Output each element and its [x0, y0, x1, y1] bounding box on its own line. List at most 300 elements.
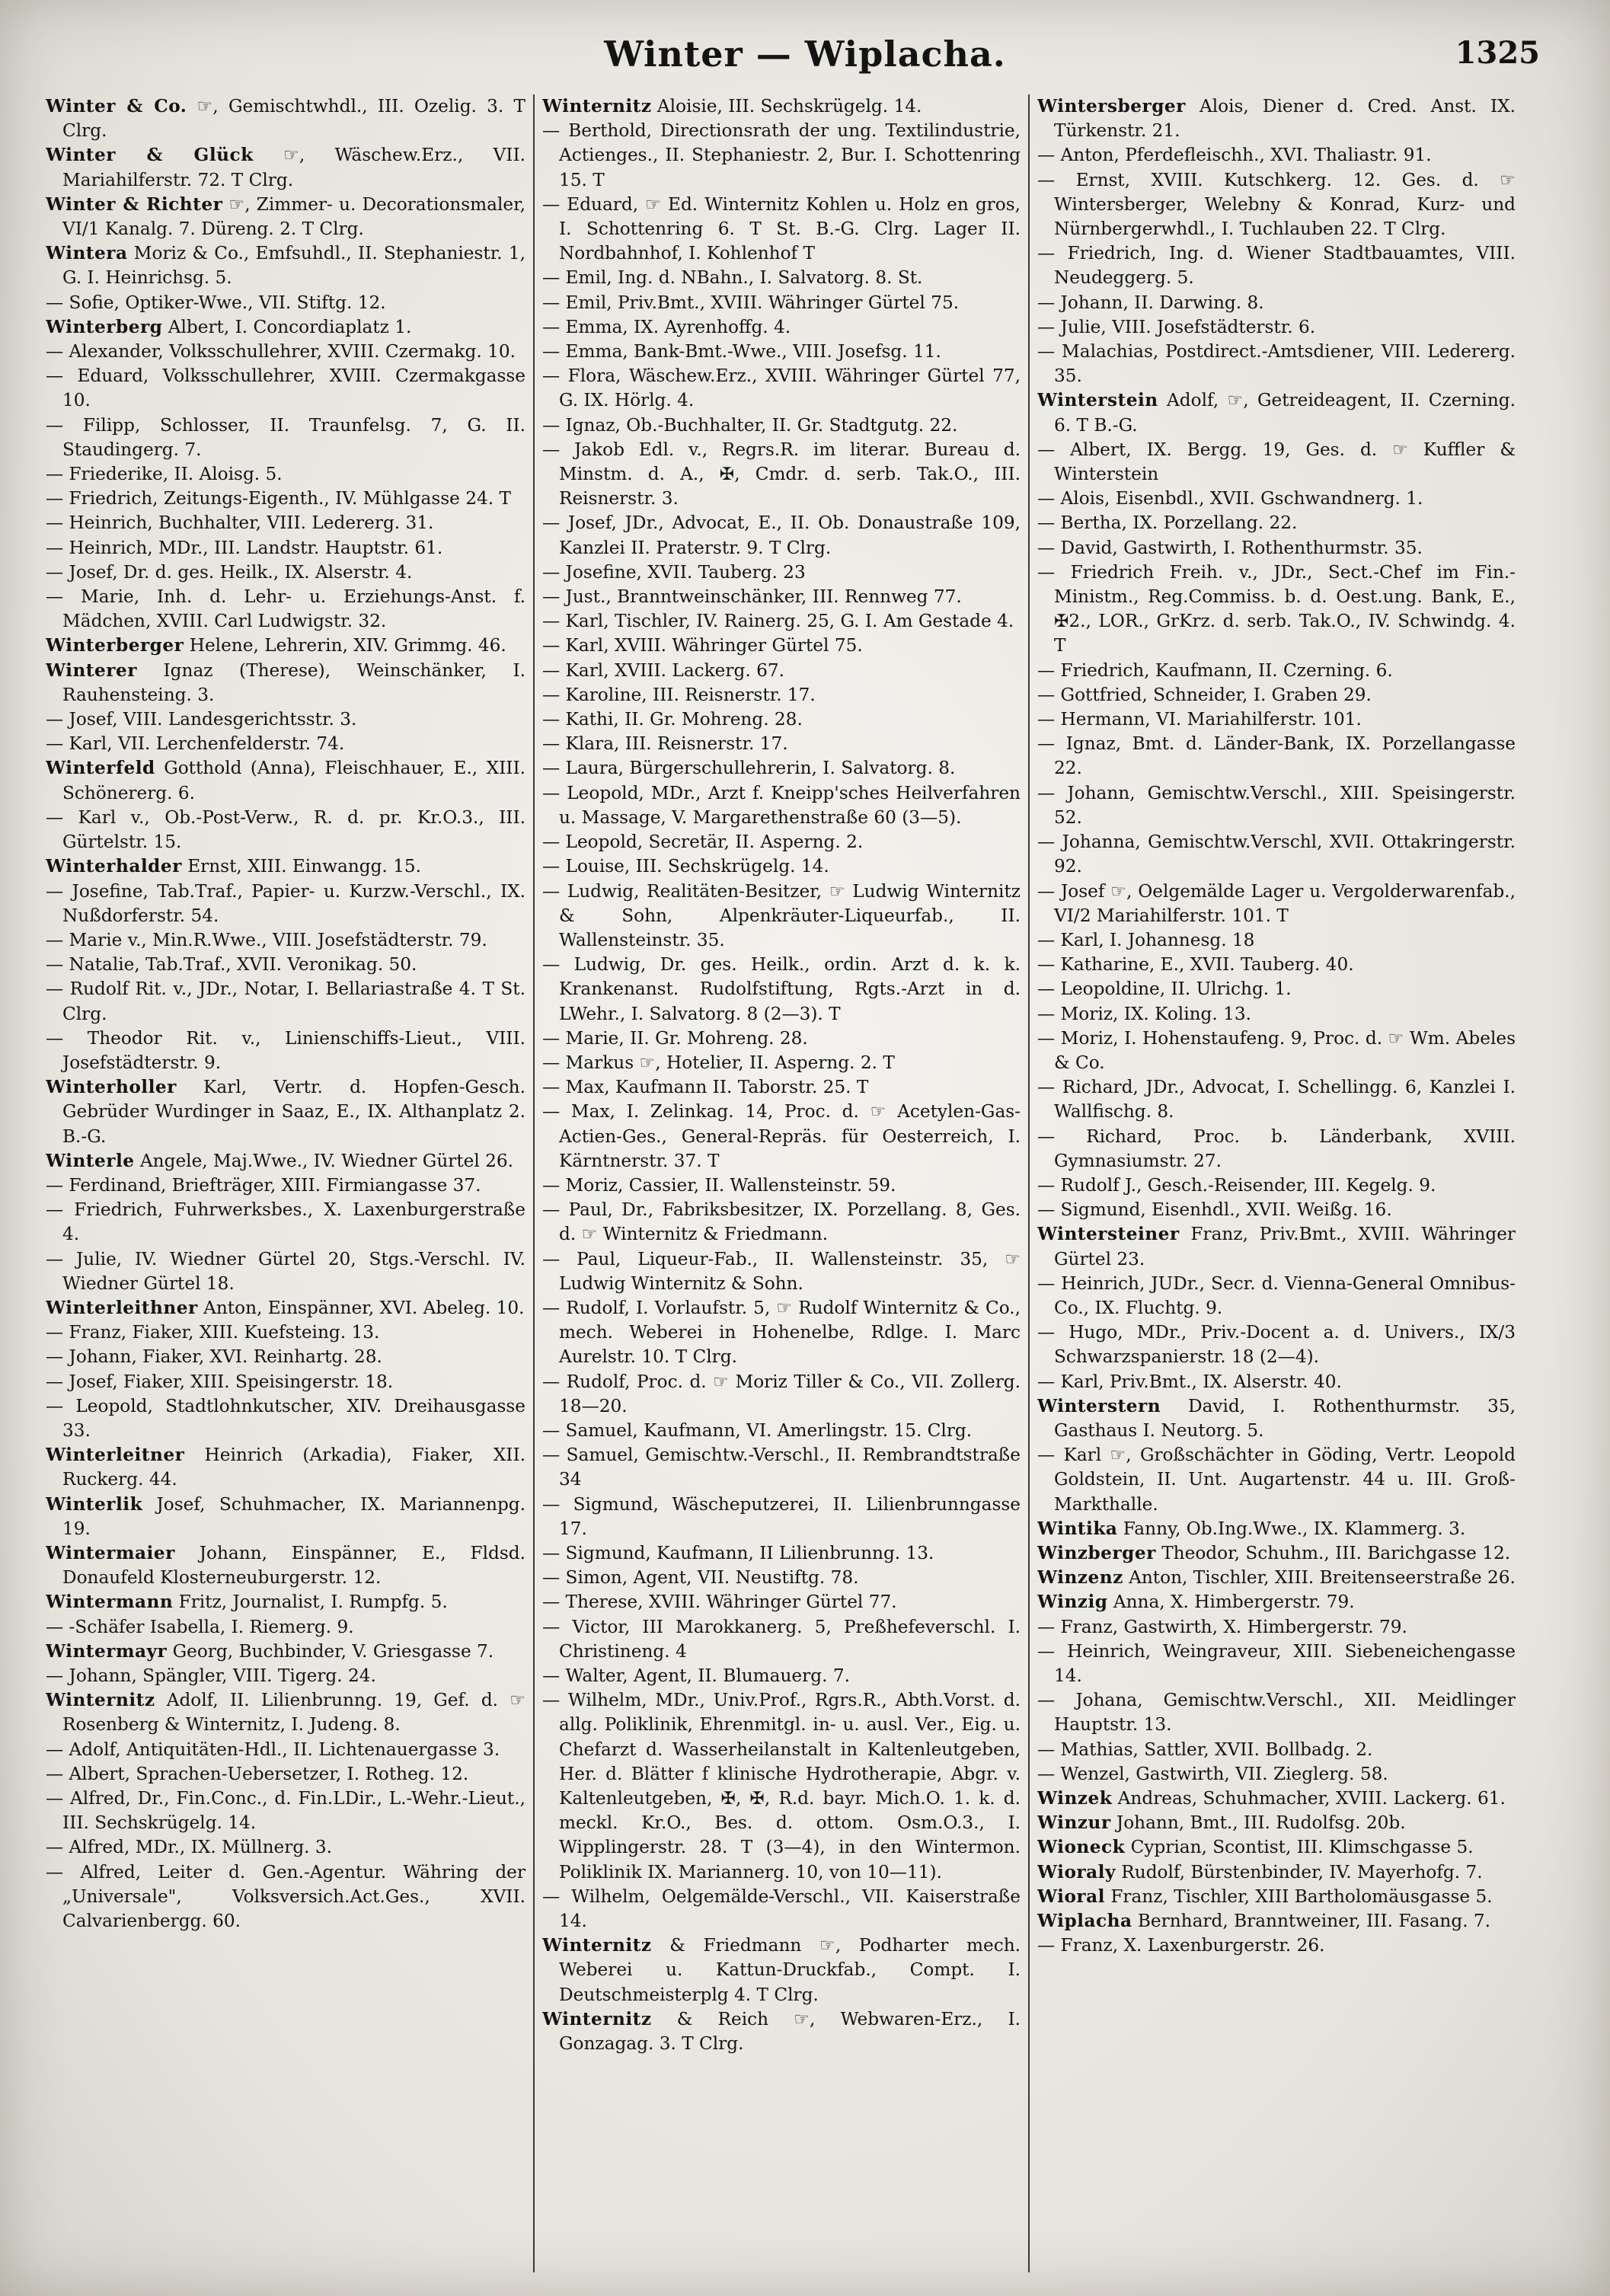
entry-details: Moriz & Co., Emfsuhdl., II. Stephaniestr. 1, G. I. Heinrichsg. 5.	[62, 243, 525, 289]
entry-details: — Moriz, Cassier, II. Wallensteinstr. 59.	[542, 1174, 896, 1196]
entry-details: Franz, Priv.Bmt., XVIII. Währinger Gürtel 23.	[1054, 1224, 1516, 1269]
entry-details: — Johann, Gemischtw.Verschl., XIII. Speisingerstr. 52.	[1037, 782, 1516, 828]
entry-details: — -Schäfer Isabella, I. Riemerg. 9.	[46, 1616, 354, 1637]
entry-details: — Karl, Priv.Bmt., IX. Alserstr. 40.	[1037, 1371, 1342, 1392]
directory-entry	[46, 364, 525, 413]
entry-details: — Flora, Wäschew.Erz., XVIII. Währinger Gürtel 77, G. IX. Hörlg. 4.	[542, 366, 1021, 411]
entry-details: — Emma, IX. Ayrenhoffg. 4.	[542, 316, 791, 337]
directory-entry	[46, 953, 525, 977]
entry-details: — Hugo, MDr., Priv.-Docent a. d. Univers., IX/3 Schwarzspanierstr. 18 (2—4).	[1037, 1322, 1516, 1368]
entry-details: Adolf, ☞, Getreideagent, II. Czerning. 6. T B.-G.	[1054, 390, 1516, 436]
entry-details: — Alexander, Volksschullehrer, XVIII. Czermakg. 10.	[46, 341, 516, 362]
entry-details: — Heinrich, MDr., III. Landstr. Hauptstr. 61.	[46, 537, 443, 558]
directory-entry	[46, 487, 525, 511]
entry-details: — Johana, Gemischtw.Verschl., XII. Meidlinger Hauptstr. 13.	[1037, 1690, 1516, 1736]
directory-entry	[1037, 94, 1516, 143]
entry-details: — Bertha, IX. Porzellang. 22.	[1037, 513, 1298, 534]
directory-entry	[46, 880, 525, 928]
entry-details: — Josefine, Tab.Traf., Papier- u. Kurzw.-Verschl., IX. Nußdorferstr. 54.	[46, 880, 525, 926]
entry-surname: Winter & Richter	[46, 193, 223, 215]
entry-details: — Richard, Proc. b. Länderbank, XVIII. Gymnasiumstr. 27.	[1037, 1126, 1516, 1171]
column-divider	[1028, 94, 1030, 2272]
directory-entry	[46, 1247, 525, 1296]
entry-details: ☞, Gemischtwhdl., III. Ozelig. 3. T Clrg.	[62, 96, 525, 142]
entry-surname: Wioral	[1037, 1886, 1105, 1907]
entry-details: — Ludwig, Dr. ges. Heilk., ordin. Arzt d. k. k. Krankenanst. Rudolfstiftung, Rgts.-Arzt in d. LWehr., I. Salvatorg. 8 (2—3). T	[542, 954, 1021, 1024]
entry-surname: Wintersberger	[1037, 96, 1186, 117]
directory-entry	[1037, 1640, 1516, 1688]
directory-entry	[542, 880, 1021, 953]
directory-entry	[46, 1615, 525, 1640]
directory-entry	[1037, 1762, 1516, 1787]
running-title: Winter — Wiplacha.	[604, 34, 1006, 75]
entry-details: — Josefine, XVII. Tauberg. 23	[542, 561, 806, 583]
entry-details: — Friedrich Freih. v., JDr., Sect.-Chef im Fin.-Ministm., Reg.Commiss. b. d. Oest.ung. Bank, E., ✠2., LOR., GrKrz. d. serb. Tak.O., IV. Schwindg. 4. T	[1037, 561, 1516, 656]
directory-entry	[46, 928, 525, 953]
entry-details: — Ferdinand, Briefträger, XIII. Firmiangasse 37.	[46, 1174, 481, 1196]
directory-entry	[46, 315, 525, 340]
entry-details: Josef, Schuhmacher, IX. Mariannenpg. 19.	[62, 1493, 525, 1539]
entry-details: — Wilhelm, MDr., Univ.Prof., Rgrs.R., Abth.Vorst. d. allg. Poliklinik, Ehrenmitgl. in- u. ausl. Ver., Eig. u. Chefarzt d. Wasserheilanstalt in Kaltenleutgeben, Her. d. Blätter f klinische Hydrotherapie, Abgr. v. Kaltenleutgeben, ✠, ✠, R.d. bayr. Mich.O. 1. k. d. meckl. Kr.O., Bes. d. ottom. Osm.O.3., I. Wipplingerstr. 28. T (3—4), in den Wintermon. Poliklinik IX. Mariannerg. 10, von 10—11).	[542, 1690, 1021, 1882]
entry-details: Anna, X. Himbergerstr. 79.	[1107, 1592, 1355, 1613]
directory-entry	[1037, 511, 1516, 535]
entry-details: — Rudolf, I. Vorlaufstr. 5, ☞ Rudolf Winternitz & Co., mech. Weberei in Hohenelbe, Rdlge. I. Marc Aurelstr. 10. T Clrg.	[542, 1297, 1021, 1368]
directory-entry	[46, 1027, 525, 1075]
directory-entry	[542, 1100, 1021, 1174]
entry-details: — Friederike, II. Aloisg. 5.	[46, 464, 283, 485]
directory-entry	[46, 462, 525, 487]
page-header	[0, 34, 1610, 84]
directory-entry	[46, 1075, 525, 1149]
directory-entry	[1037, 315, 1516, 340]
entry-details: — Albert, IX. Bergg. 19, Ges. d. ☞ Kuffler & Winterstein	[1037, 439, 1516, 485]
entry-details: — Walter, Agent, II. Blumauerg. 7.	[542, 1665, 850, 1686]
directory-column-3	[1037, 94, 1516, 2272]
entry-details: — Malachias, Postdirect.-Amtsdiener, VIII. Ledererg. 35.	[1037, 341, 1516, 387]
entry-details: ☞, Zimmer- u. Decorationsmaler, VI/1 Kanalg. 7. Düreng. 2. T Clrg.	[62, 193, 525, 240]
entry-surname: Winternitz	[46, 1690, 155, 1711]
directory-entry	[542, 1590, 1021, 1614]
directory-entry	[542, 1566, 1021, 1590]
entry-details: Helene, Lehrerin, XIV. Grimmg. 46.	[184, 635, 506, 656]
directory-entry	[542, 1296, 1021, 1370]
entry-details: — Gottfried, Schneider, I. Graben 29.	[1037, 684, 1372, 705]
entry-details: — Sigmund, Wäscheputzerei, II. Lilienbrunngasse 17.	[542, 1493, 1021, 1539]
directory-entry	[1037, 487, 1516, 511]
directory-entry	[46, 1640, 525, 1664]
directory-entry	[542, 1370, 1021, 1419]
directory-entry	[542, 1247, 1021, 1296]
directory-entry	[1037, 560, 1516, 659]
entry-details: — Hermann, VI. Mariahilferstr. 101.	[1037, 709, 1362, 730]
entry-details: Albert, I. Concordiaplatz 1.	[162, 316, 412, 337]
directory-entry	[1037, 1615, 1516, 1640]
entry-details: Karl, Vertr. d. Hopfen-Gesch. Gebrüder Wurdinger in Saaz, E., IX. Althanplatz 2. B.-G.	[62, 1077, 525, 1147]
entry-details: ☞, Wäschew.Erz., VII. Mariahilferstr. 72. T Clrg.	[62, 145, 525, 190]
entry-details: — Johann, Spängler, VIII. Tigerg. 24.	[46, 1665, 376, 1686]
entry-details: — Wilhelm, Oelgemälde-Verschl., VII. Kaiserstraße 14.	[542, 1886, 1021, 1932]
directory-entry	[542, 830, 1021, 854]
entry-details: — Karl, VII. Lerchenfelderstr. 74.	[46, 733, 345, 755]
directory-entry	[1037, 1002, 1516, 1027]
entry-details: Adolf, II. Lilienbrunng. 19, Gef. d. ☞ Rosenberg & Winternitz, I. Judeng. 8.	[62, 1690, 525, 1736]
entry-surname: Winzur	[1037, 1812, 1111, 1834]
entry-details: — Heinrich, Buchhalter, VIII. Ledererg. 31.	[46, 513, 434, 534]
entry-details: Andreas, Schuhmacher, XVIII. Lackerg. 61.	[1112, 1788, 1506, 1809]
entry-details: — Moriz, I. Hohenstaufeng. 9, Proc. d. ☞ Wm. Abeles & Co.	[1037, 1027, 1516, 1073]
entry-surname: Wintermann	[46, 1592, 174, 1613]
directory-entry	[542, 193, 1021, 267]
directory-entry	[542, 1075, 1021, 1100]
page-number: 1325	[1455, 35, 1540, 71]
directory-entry	[46, 1394, 525, 1443]
directory-entry	[1037, 340, 1516, 388]
entry-details: — Heinrich, Weingraveur, XIII. Siebeneichengasse 14.	[1037, 1640, 1516, 1686]
directory-entry	[1037, 1394, 1516, 1443]
entry-details: Ignaz (Therese), Weinschänker, I. Rauhensteing. 3.	[62, 659, 525, 705]
entry-details: — Paul, Dr., Fabriksbesitzer, IX. Porzellang. 8, Ges. d. ☞ Winternitz & Friedmann.	[542, 1199, 1021, 1245]
entry-details: — Josef, JDr., Advocat, E., II. Ob. Donaustraße 109, Kanzlei II. Praterstr. 9. T Clrg.	[542, 513, 1021, 558]
directory-entry	[1037, 1125, 1516, 1174]
entry-details: & Reich ☞, Webwaren-Erz., I. Gonzagag. 3. T Clrg.	[559, 2008, 1021, 2055]
directory-entry	[1037, 1027, 1516, 1075]
entry-details: — Rudolf, Proc. d. ☞ Moriz Tiller & Co., VII. Zollerg. 18—20.	[542, 1371, 1021, 1416]
entry-details: — Emil, Ing. d. NBahn., I. Salvatorg. 8. St.	[542, 267, 923, 289]
directory-entry	[1037, 1885, 1516, 1909]
entry-details: — Theodor Rit. v., Linienschiffs-Lieut., VIII. Josefstädterstr. 9.	[46, 1027, 525, 1073]
directory-entry	[542, 94, 1021, 119]
entry-details: — Sigmund, Kaufmann, II Lilienbrunng. 13.	[542, 1542, 934, 1563]
entry-details: Rudolf, Bürstenbinder, IV. Mayerhofg. 7.	[1115, 1861, 1483, 1882]
directory-entry	[542, 1174, 1021, 1198]
entry-details: — Karoline, III. Reisnerstr. 17.	[542, 684, 816, 705]
entry-details: — Josef ☞, Oelgemälde Lager u. Vergolderwarenfab., VI/2 Mariahilferstr. 101. T	[1037, 880, 1516, 926]
directory-entry	[542, 560, 1021, 585]
entry-details: — Klara, III. Reisnerstr. 17.	[542, 733, 788, 755]
directory-entry	[1037, 928, 1516, 953]
entry-details: — Markus ☞, Hotelier, II. Asperng. 2. T	[542, 1052, 895, 1073]
directory-entry	[542, 511, 1021, 560]
directory-entry	[542, 1934, 1021, 2007]
entry-surname: Winternitz	[542, 96, 652, 117]
entry-surname: Winterstein	[1037, 390, 1158, 411]
entry-details: Georg, Buchbinder, V. Griesgasse 7.	[167, 1640, 494, 1662]
directory-entry	[542, 1419, 1021, 1443]
directory-entry	[46, 1590, 525, 1614]
entry-details: — Adolf, Antiquitäten-Hdl., II. Lichtenauergasse 3.	[46, 1739, 500, 1760]
entry-details: — Max, I. Zelinkag. 14, Proc. d. ☞ Acetylen-Gas-Actien-Ges., General-Repräs. für Oesterreich, I. Kärntnerstr. 37. T	[542, 1101, 1021, 1171]
directory-entry	[542, 1443, 1021, 1492]
entry-details: — Franz, X. Laxenburgerstr. 26.	[1037, 1935, 1325, 1956]
entry-details: — Friedrich, Ing. d. Wiener Stadtbauamtes, VIII. Neudeggerg. 5.	[1037, 243, 1516, 289]
entry-surname: Wiplacha	[1037, 1911, 1132, 1932]
entry-details: Theodor, Schuhm., III. Barichgasse 12.	[1155, 1542, 1511, 1563]
directory-entry	[1037, 977, 1516, 1001]
directory-entry	[46, 1443, 525, 1492]
directory-entry	[46, 193, 525, 241]
directory-entry	[542, 315, 1021, 340]
directory-entry	[542, 707, 1021, 732]
entry-surname: Wioraly	[1037, 1861, 1116, 1882]
entry-details: Franz, Tischler, XIII Bartholomäusgasse 5.	[1104, 1886, 1493, 1907]
directory-entry	[46, 511, 525, 535]
directory-entry	[1037, 1272, 1516, 1320]
directory-entry	[1037, 168, 1516, 242]
entry-details: — Leopold, Stadtlohnkutscher, XIV. Dreihausgasse 33.	[46, 1395, 525, 1441]
entry-details: — Ignaz, Ob.-Buchhalter, II. Gr. Stadtgutg. 22.	[542, 414, 958, 436]
directory-entry	[542, 1885, 1021, 1934]
entry-details: — Ludwig, Realitäten-Besitzer, ☞ Ludwig Winternitz & Sohn, Alpenkräuter-Liqueurfab., II. Wallensteinstr. 35.	[542, 880, 1021, 950]
directory-entry	[542, 634, 1021, 658]
entry-details: — Franz, Fiaker, XIII. Kuefsteing. 13.	[46, 1322, 380, 1343]
entry-details: — Max, Kaufmann II. Taborstr. 25. T	[542, 1077, 869, 1098]
directory-entry	[1037, 830, 1516, 879]
entry-details: — Laura, Bürgerschullehrerin, I. Salvatorg. 8.	[542, 758, 956, 779]
entry-details: Alois, Diener d. Cred. Anst. IX. Türkenstr. 21.	[1054, 96, 1516, 142]
directory-entry	[46, 1738, 525, 1762]
directory-entry	[46, 94, 525, 143]
entry-details: — Alfred, MDr., IX. Müllnerg. 3.	[46, 1837, 333, 1858]
entry-details: Ernst, XIII. Einwangg. 15.	[181, 856, 422, 877]
directory-entry	[542, 364, 1021, 413]
directory-entry	[46, 707, 525, 732]
directory-entry	[1037, 1222, 1516, 1271]
directory-entry	[542, 756, 1021, 781]
entry-details: — Josef, VIII. Landesgerichtsstr. 3.	[46, 709, 357, 730]
entry-details: Gotthold (Anna), Fleischhauer, E., XIII. Schönererg. 6.	[62, 758, 525, 803]
entry-surname: Wintersteiner	[1037, 1224, 1180, 1245]
directory-entry	[542, 1664, 1021, 1688]
directory-entry	[46, 1296, 525, 1320]
directory-entry	[542, 659, 1021, 683]
directory-entry	[46, 1688, 525, 1737]
entry-details: — Johann, Fiaker, XVI. Reinhartg. 28.	[46, 1346, 382, 1368]
entry-details: — Samuel, Kaufmann, VI. Amerlingstr. 15. Clrg.	[542, 1419, 973, 1441]
directory-entry	[46, 1320, 525, 1345]
entry-surname: Winterberger	[46, 635, 184, 656]
entry-details: — Johann, II. Darwing. 8.	[1037, 292, 1264, 313]
entry-surname: Winternitz	[542, 1935, 652, 1956]
entry-details: — Marie v., Min.R.Wwe., VIII. Josefstädterstr. 79.	[46, 929, 487, 950]
directory-entry	[46, 560, 525, 585]
entry-details: — Rudolf Rit. v., JDr., Notar, I. Bellariastraße 4. T St. Clrg.	[46, 979, 525, 1024]
entry-details: — Karl, I. Johannesg. 18	[1037, 929, 1255, 950]
directory-entry	[1037, 707, 1516, 732]
directory-entry	[46, 659, 525, 707]
entry-surname: Winterle	[46, 1150, 135, 1171]
directory-entry	[1037, 438, 1516, 487]
directory-entry	[1037, 1443, 1516, 1517]
column-divider	[533, 94, 535, 2272]
entry-details: — Alfred, Dr., Fin.Conc., d. Fin.LDir., L.-Wehr.-Lieut., III. Sechskrügelg. 14.	[46, 1788, 525, 1834]
directory-entry	[1037, 1370, 1516, 1394]
entry-details: — Victor, III Marokkanerg. 5, Preßhefeverschl. I. Christineng. 4	[542, 1616, 1021, 1662]
entry-details: — Sofie, Optiker-Wwe., VII. Stiftg. 12.	[46, 292, 386, 313]
directory-entry	[542, 732, 1021, 756]
entry-surname: Wintera	[46, 243, 128, 264]
directory-entry	[542, 1493, 1021, 1541]
directory-entry	[46, 977, 525, 1026]
directory-entry	[46, 291, 525, 315]
entry-details: — Anton, Pferdefleischh., XVI. Thaliastr. 91.	[1037, 145, 1432, 166]
entry-details: — Emil, Priv.Bmt., XVIII. Währinger Gürtel 75.	[542, 292, 960, 313]
entry-surname: Winterleitner	[46, 1445, 185, 1466]
entry-surname: Winterberg	[46, 316, 163, 337]
directory-entry	[46, 414, 525, 462]
entry-details: — Samuel, Gemischtw.-Verschl., II. Rembrandtstraße 34	[542, 1445, 1021, 1490]
directory-entry	[542, 1615, 1021, 1664]
directory-entry	[542, 414, 1021, 438]
directory-entry	[542, 1198, 1021, 1247]
entry-details: — Julie, IV. Wiedner Gürtel 20, Stgs.-Verschl. IV. Wiedner Gürtel 18.	[46, 1248, 525, 1294]
entry-details: — Marie, Inh. d. Lehr- u. Erziehungs-Anst. f. Mädchen, XVIII. Carl Ludwigstr. 32.	[46, 586, 525, 632]
entry-details: — Eduard, ☞ Ed. Winternitz Kohlen u. Holz en gros, I. Schottenring 6. T St. B.-G. Clrg. Lager II. Nordbahnhof, I. Kohlenhof T	[542, 193, 1021, 264]
directory-entry	[46, 1345, 525, 1369]
entry-details: Aloisie, III. Sechskrügelg. 14.	[651, 96, 922, 117]
entry-details: — Karl, XVIII. Währinger Gürtel 75.	[542, 635, 863, 656]
entry-details: — Louise, III. Sechskrügelg. 14.	[542, 856, 829, 877]
entry-details: — Just., Branntweinschänker, III. Rennweg 77.	[542, 586, 962, 608]
entry-details: — Friedrich, Fuhrwerksbes., X. Laxenburgerstraße 4.	[46, 1199, 525, 1245]
directory-entry	[1037, 1811, 1516, 1835]
directory-entry	[46, 1493, 525, 1541]
directory-entry	[1037, 1738, 1516, 1762]
entry-surname: Winternitz	[542, 2008, 652, 2029]
directory-entry	[46, 1198, 525, 1247]
directory-entry	[46, 1860, 525, 1934]
directory-entry	[46, 732, 525, 756]
directory-entry	[542, 1688, 1021, 1885]
directory-entry	[46, 634, 525, 658]
entry-details: — Richard, JDr., Advocat, I. Schellingg. 6, Kanzlei I. Wallfischg. 8.	[1037, 1077, 1516, 1122]
directory-entry	[1037, 1198, 1516, 1222]
entry-details: — Josef, Dr. d. ges. Heilk., IX. Alserstr. 4.	[46, 561, 413, 583]
directory-entry	[46, 143, 525, 192]
directory-entry	[542, 609, 1021, 634]
directory-entry	[542, 340, 1021, 364]
entry-surname: Winterstern	[1037, 1395, 1161, 1416]
directory-entry	[1037, 1320, 1516, 1369]
directory-entry	[542, 781, 1021, 830]
entry-details: — Sigmund, Eisenhdl., XVII. Weißg. 16.	[1037, 1199, 1392, 1221]
entry-surname: Winterhalder	[46, 856, 182, 877]
entry-details: — Emma, Bank-Bmt.-Wwe., VIII. Josefsg. 11.	[542, 341, 941, 362]
directory-entry	[46, 756, 525, 805]
entry-details: — Leopold, MDr., Arzt f. Kneipp'sches Heilverfahren u. Massage, V. Margarethenstraße 60 (3—5).	[542, 782, 1021, 828]
directory-entry	[46, 1370, 525, 1394]
entry-details: & Friedmann ☞, Podharter mech. Weberei u. Kattun-Druckfab., Compt. I. Deutschmeisterplg 4. T Clrg.	[559, 1935, 1021, 2005]
entry-details: Johann, Bmt., III. Rudolfsg. 20b.	[1110, 1812, 1406, 1834]
directory-entry	[542, 683, 1021, 707]
entry-details: — Johanna, Gemischtw.Verschl, XVII. Ottakringerstr. 92.	[1037, 832, 1516, 877]
directory-entry	[1037, 1835, 1516, 1860]
entry-details: Fritz, Journalist, I. Rumpfg. 5.	[173, 1592, 448, 1613]
entry-surname: Winzig	[1037, 1592, 1108, 1613]
directory-entry	[1037, 1075, 1516, 1124]
entry-details: — Alois, Eisenbdl., XVII. Gschwandnerg. 1.	[1037, 488, 1423, 509]
entry-details: — Kathi, II. Gr. Mohreng. 28.	[542, 709, 803, 730]
directory-entry	[46, 585, 525, 634]
directory-column-2	[542, 94, 1021, 2272]
directory-entry	[542, 1051, 1021, 1075]
directory-entry	[46, 806, 525, 854]
entry-surname: Winterfeld	[46, 758, 155, 779]
directory-entry	[46, 1835, 525, 1860]
directory-entry	[46, 1762, 525, 1787]
directory-entry	[542, 438, 1021, 512]
directory-entry	[542, 1541, 1021, 1566]
entry-surname: Wintermayr	[46, 1640, 168, 1662]
entry-details: — Moriz, IX. Koling. 13.	[1037, 1003, 1252, 1024]
entry-details: — Filipp, Schlosser, II. Traunfelsg. 7, G. II. Staudingerg. 7.	[46, 414, 525, 460]
entry-details: — Mathias, Sattler, XVII. Bollbadg. 2.	[1037, 1739, 1373, 1760]
entry-surname: Winter & Co.	[46, 96, 187, 117]
entry-details: Heinrich (Arkadia), Fiaker, XII. Ruckerg. 44.	[62, 1445, 525, 1490]
directory-entry	[542, 585, 1021, 609]
entry-details: — Franz, Gastwirth, X. Himbergerstr. 79.	[1037, 1616, 1407, 1637]
directory-entry	[1037, 536, 1516, 560]
entry-details: — Natalie, Tab.Traf., XVII. Veronikag. 50.	[46, 954, 417, 976]
directory-entry	[1037, 1934, 1516, 1958]
directory-entry	[542, 2007, 1021, 2056]
entry-surname: Winzek	[1037, 1788, 1113, 1809]
entry-surname: Winzberger	[1037, 1542, 1156, 1563]
directory-entry	[1037, 241, 1516, 290]
entry-details: Bernhard, Branntweiner, III. Fasang. 7.	[1132, 1911, 1491, 1932]
directory-entry	[1037, 732, 1516, 781]
entry-details: — Karl v., Ob.-Post-Verw., R. d. pr. Kr.O.3., III. Gürtelstr. 15.	[46, 806, 525, 853]
entry-details: — Heinrich, JUDr., Secr. d. Vienna-General Omnibus-Co., IX. Fluchtg. 9.	[1037, 1273, 1516, 1318]
directory-entry	[1037, 683, 1516, 707]
entry-details: — Albert, Sprachen-Uebersetzer, I. Rotheg. 12.	[46, 1763, 469, 1784]
entry-surname: Winterlik	[46, 1493, 143, 1515]
directory-entry	[1037, 781, 1516, 830]
entry-details: — Leopold, Secretär, II. Asperng. 2.	[542, 832, 864, 853]
entry-details: Johann, Einspänner, E., Fldsd. Donaufeld Klosterneuburgerstr. 12.	[62, 1542, 525, 1589]
entry-details: — Leopoldine, II. Ulrichg. 1.	[1037, 979, 1292, 1000]
directory-entry	[542, 119, 1021, 193]
entry-details: — Karl ☞, Großschächter in Göding, Vertr. Leopold Goldstein, II. Unt. Augartenstr. 44 u. III. Groß-Markthalle.	[1037, 1445, 1516, 1515]
directory-entry	[542, 266, 1021, 290]
entry-details: — Berthold, Directionsrath der ung. Textilindustrie, Actienges., II. Stephaniestr. 2, Bur. I. Schottenring 15. T	[542, 120, 1021, 190]
entry-details: — Eduard, Volksschullehrer, XVIII. Czermakgasse 10.	[46, 366, 525, 411]
entry-details: Anton, Tischler, XIII. Breitenseerstraße 26.	[1123, 1567, 1516, 1589]
directory-entry	[1037, 1787, 1516, 1811]
entry-details: — Rudolf J., Gesch.-Reisender, III. Kegelg. 9.	[1037, 1174, 1436, 1196]
directory-entry	[1037, 1174, 1516, 1198]
directory-entry	[46, 1664, 525, 1688]
entry-details: — Karl, XVIII. Lackerg. 67.	[542, 659, 784, 681]
entry-details: — Ignaz, Bmt. d. Länder-Bank, IX. Porzellangasse 22.	[1037, 733, 1516, 779]
entry-surname: Winterer	[46, 659, 137, 681]
entry-surname: Winterholler	[46, 1077, 177, 1098]
entry-surname: Wintika	[1037, 1518, 1118, 1539]
directory-entry	[1037, 1590, 1516, 1614]
directory-entry	[542, 854, 1021, 879]
directory-entry	[1037, 1566, 1516, 1590]
directory-entry	[46, 1149, 525, 1174]
entry-details: David, I. Rothenthurmstr. 35, Gasthaus I. Neutorg. 5.	[1054, 1395, 1516, 1441]
entry-surname: Winter & Glück	[46, 145, 254, 166]
directory-entry	[1037, 143, 1516, 168]
directory-entry	[1037, 953, 1516, 977]
directory-entry	[542, 1027, 1021, 1051]
entry-details: — Friedrich, Kaufmann, II. Czerning. 6.	[1037, 659, 1393, 681]
entry-details: — Friedrich, Zeitungs-Eigenth., IV. Mühlgasse 24. T	[46, 488, 511, 509]
entry-surname: Winterleithner	[46, 1297, 198, 1318]
entry-details: — David, Gastwirth, I. Rothenthurmstr. 35.	[1037, 537, 1423, 558]
entry-details: — Katharine, E., XVII. Tauberg. 40.	[1037, 954, 1354, 976]
